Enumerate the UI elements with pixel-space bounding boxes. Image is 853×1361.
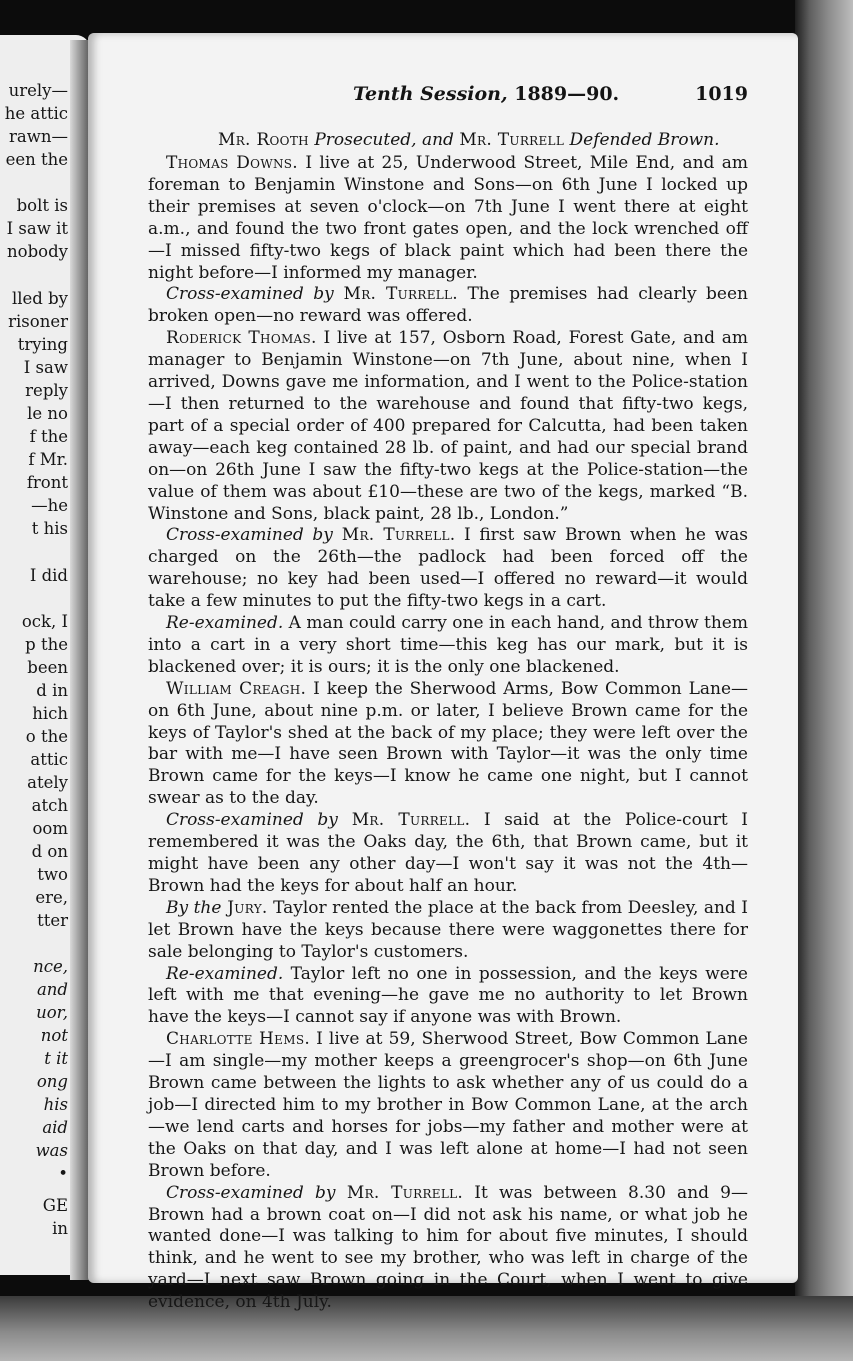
session-label: [353, 83, 619, 105]
speaker-lead: Roderick Thomas.: [166, 328, 317, 349]
speaker-name: Mr. Turrell.: [335, 1182, 464, 1203]
testimony-paragraph: [148, 1183, 748, 1314]
left-page-line: two: [37, 865, 68, 884]
speaker-lead: Re-examined.: [166, 613, 284, 634]
testimony-paragraph: [148, 810, 748, 898]
left-page-line: f Mr.: [28, 450, 68, 469]
speaker-lead: Cross-examined by: [166, 810, 338, 831]
left-page-line: urely—: [8, 81, 68, 100]
left-page-line: been: [27, 658, 68, 677]
left-page-line: in: [52, 1219, 68, 1238]
left-page-line: atch: [31, 796, 68, 815]
session-name: Tenth Session,: [353, 83, 508, 105]
testimony-text: Taylor left no one in possession, and the keys were left with me that evening—he gave me no authority to let Brown have the keys—I cannot say if anyone was with Brown.: [148, 963, 748, 1028]
testimony-paragraph: [148, 679, 748, 810]
left-page-line: I did: [29, 566, 68, 585]
left-page-line: nobody: [7, 242, 68, 261]
speaker-name: Mr. Turrell.: [337, 810, 471, 831]
left-page-line: GE: [42, 1196, 68, 1215]
left-page-line: ong: [36, 1072, 68, 1091]
testimony-text: The premises had clearly been broken open—no reward was offered.: [148, 284, 748, 327]
page-1019: [88, 33, 798, 1313]
left-page-line: attic: [30, 750, 68, 769]
left-page-line: bolt is: [16, 196, 68, 215]
left-page-line: t it: [44, 1049, 68, 1068]
left-page-line: d on: [31, 842, 68, 861]
testimony-body: [148, 153, 748, 1314]
testimony-paragraph: [148, 898, 748, 964]
speaker-lead: Cross-examined by: [166, 284, 334, 305]
left-page-line: lled by: [11, 289, 68, 308]
left-page-line: front: [26, 473, 68, 492]
testimony-text: I said at the Police-court I remembered it was the Oaks day, the 6th, that Brown came, but it might have been any other day—I won't say it was not the 4th—Brown had the keys for about half an hour.: [148, 810, 748, 896]
left-page-line: le no: [27, 404, 68, 423]
left-page-line: risoner: [8, 312, 68, 331]
left-page-line: ere,: [35, 888, 68, 907]
left-page-line: not: [40, 1026, 68, 1045]
speaker-lead: William Creagh.: [166, 678, 307, 699]
left-page-line: and: [36, 980, 68, 999]
testimony-paragraph: [148, 153, 748, 284]
testimony-paragraph: [148, 964, 748, 1030]
left-page-line: he attic: [4, 104, 68, 123]
testimony-text: A man could carry one in each hand, and throw them into a cart in a very short time—this keg has our mark, but it is blackened over; it is ours; it is the only one blackened.: [148, 613, 748, 677]
defender-name: Mr. Turrell: [459, 130, 565, 150]
testimony-text: I live at 25, Underwood Street, Mile End, and am foreman to Benjamin Winstone and Sons—on 6th June I locked up their premises at seven o'clock—on 7th June I went there at eight a.m., and found the two front gates open, and the lock wrenched off—I missed fifty-two kegs of black paint which had been there the night before—I informed my manager.: [148, 153, 748, 283]
testimony-paragraph: [148, 525, 748, 613]
left-page-line: ock, I: [21, 612, 68, 631]
testimony-paragraph: [148, 328, 748, 525]
book-right-edge: [795, 0, 853, 1361]
left-page-line: reply: [25, 381, 68, 400]
testimony-text: I keep the Sherwood Arms, Bow Common Lane—on 6th June, about nine p.m. or later, I believe Brown came for the keys of Taylor's shed at the back of my place; they were left over the bar with me—I have seen Brown with Taylor—it was the only time Brown came for the keys—I know he came one night, but I cannot swear as to the day.: [148, 678, 749, 809]
testimony-paragraph: [148, 284, 748, 328]
left-page-line: I saw it: [6, 219, 68, 238]
left-page-line: f the: [29, 427, 68, 446]
running-header: [88, 83, 748, 113]
speaker-name: Jury.: [221, 897, 268, 918]
left-page-line: aid: [42, 1118, 68, 1137]
session-years: 1889—90.: [514, 83, 620, 105]
left-page-line: was: [35, 1141, 68, 1160]
prosecutor-name: Mr. Rooth: [218, 130, 309, 150]
left-page-line: uor,: [36, 1003, 68, 1022]
testimony-text: It was between 8.30 and 9—Brown had a brown coat on—I did not ask his name, or what job he wanted done—I was talking to him for about five minutes, I should think, and he went to see my brother, who was left in charge of the yard—I next saw Brown going in the Court, when I went to give evidence, on 4th July.: [148, 1182, 748, 1313]
speaker-lead: By the: [166, 897, 222, 918]
left-page-line: oom: [32, 819, 68, 838]
speaker-name: Mr. Turrell.: [333, 284, 459, 305]
testimony-text: Taylor rented the place at the back from Deesley, and I let Brown have the keys because there were waggonettes there for sale belonging to Taylor's customers.: [148, 897, 749, 962]
left-page-line: his: [43, 1095, 68, 1114]
left-page-line: trying: [17, 335, 68, 354]
testimony-text: I live at 157, Osborn Road, Forest Gate, and am manager to Benjamin Winstone—on 7th June, about nine, when I arrived, Downs gave me information, and I went to the Police-station—I then returned to the warehouse and found that fifty-two kegs, part of a special order of 400 prepared for Calcutta, had been taken away—each keg contained 28 lb. of paint, and had our special brand on—on 26th June I saw the fifty-two kegs at the Police-station—the value of them was about £10—these are two of the kegs, marked “B. Winstone and Sons, black paint, 28 lb., London.”: [148, 328, 748, 524]
speaker-name: Mr. Turrell.: [332, 525, 456, 546]
speaker-lead: Thomas Downs.: [166, 153, 298, 173]
testimony-text: I live at 59, Sherwood Street, Bow Common Lane—I am single—my mother keeps a greengrocer's shop—on 6th June Brown came between the lights to ask whether any of us could do a job—I directed him to my brother in Bow Common Lane, at the arch—we lend carts and horses for jobs—my father and mother were at the Oaks on that day, and I was left alone at home—I had not seen Brown before.: [148, 1029, 748, 1181]
left-page-line: •: [58, 1164, 68, 1183]
left-page-line: hich: [32, 704, 68, 723]
speaker-lead: Cross-examined by: [166, 525, 333, 546]
defended-label: Defended Brown.: [569, 130, 720, 150]
left-page-line: tter: [37, 911, 68, 930]
testimony-paragraph: [148, 613, 748, 679]
speaker-lead: Cross-examined by: [166, 1182, 336, 1203]
left-page-line: een the: [5, 150, 68, 169]
testimony-text: I first saw Brown when he was charged on the 26th—the padlock had been forced off the warehouse; no key had been used—I offered no reward—it would take a few minutes to put the fifty-two kegs in a cart.: [148, 525, 748, 612]
left-page-line: t his: [31, 519, 68, 538]
case-title: [218, 130, 738, 150]
left-page-line: o the: [25, 727, 68, 746]
left-page-line: I saw: [23, 358, 68, 377]
left-page-line: p the: [25, 635, 68, 654]
page-number: 1019: [695, 83, 748, 105]
speaker-lead: Re-examined.: [166, 963, 284, 984]
prosecuted-label: Prosecuted, and: [314, 130, 454, 150]
left-page-line: —he: [31, 496, 68, 515]
testimony-paragraph: [148, 1029, 748, 1182]
left-page-line: d in: [36, 681, 68, 700]
left-page-line: ately: [27, 773, 68, 792]
left-page-line: rawn—: [9, 127, 68, 146]
left-page-line: nce,: [33, 957, 68, 976]
speaker-lead: Charlotte Hems.: [166, 1029, 311, 1050]
